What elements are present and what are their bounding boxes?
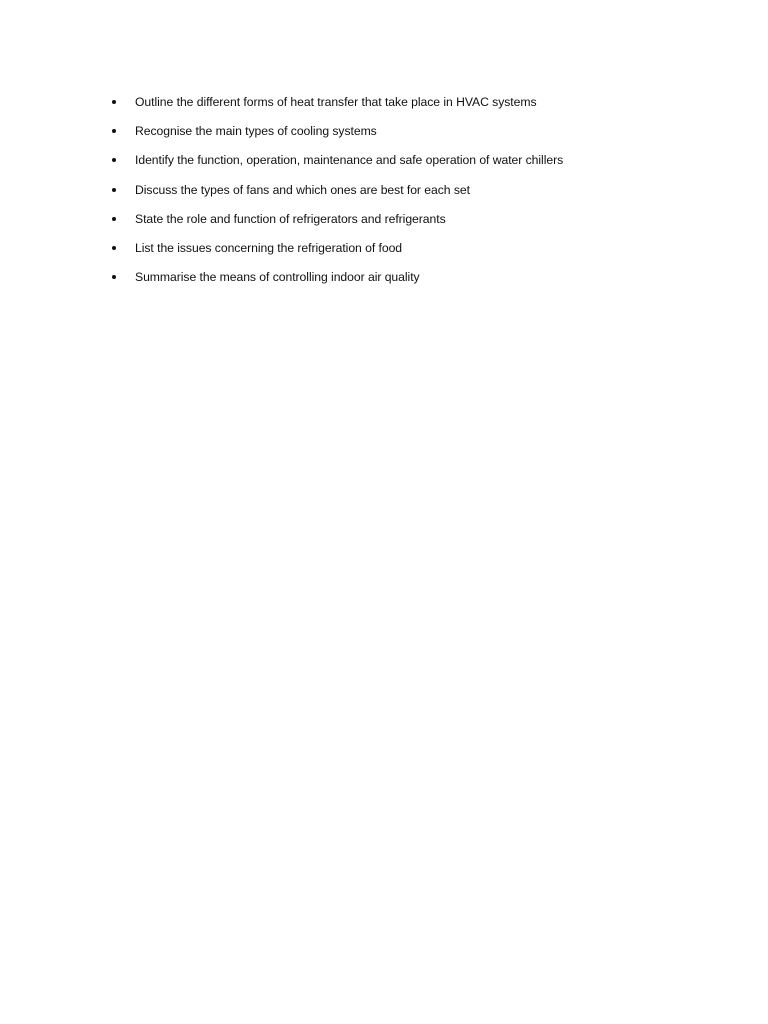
bullet-icon xyxy=(112,129,116,133)
list-item-text: Recognise the main types of cooling systems xyxy=(135,124,377,139)
list-item-text: Discuss the types of fans and which ones are best for each set xyxy=(135,182,470,197)
list-item xyxy=(108,92,668,121)
list-item-text: State the role and function of refrigerators and refrigerants xyxy=(135,211,446,226)
list-item xyxy=(108,267,668,296)
bullet-icon xyxy=(112,188,116,192)
bullet-icon xyxy=(112,275,116,279)
list-item-text: List the issues concerning the refrigeration of food xyxy=(135,240,403,255)
list-item-text: Identify the function, operation, maintenance and safe operation of water chillers xyxy=(135,153,564,168)
list-item-text: Outline the different forms of heat transfer that take place in HVAC systems xyxy=(135,95,537,109)
list-item-text: Summarise the means of controlling indoor air quality xyxy=(135,270,420,285)
bullet-list xyxy=(108,92,668,296)
bullet-icon xyxy=(112,100,116,104)
list-item xyxy=(108,209,668,238)
bullet-icon xyxy=(112,217,116,221)
list-item xyxy=(108,180,668,209)
bullet-icon xyxy=(112,158,116,162)
list-item xyxy=(108,238,668,267)
list-item xyxy=(108,121,668,150)
bullet-icon xyxy=(112,246,116,250)
list-item xyxy=(108,150,668,179)
